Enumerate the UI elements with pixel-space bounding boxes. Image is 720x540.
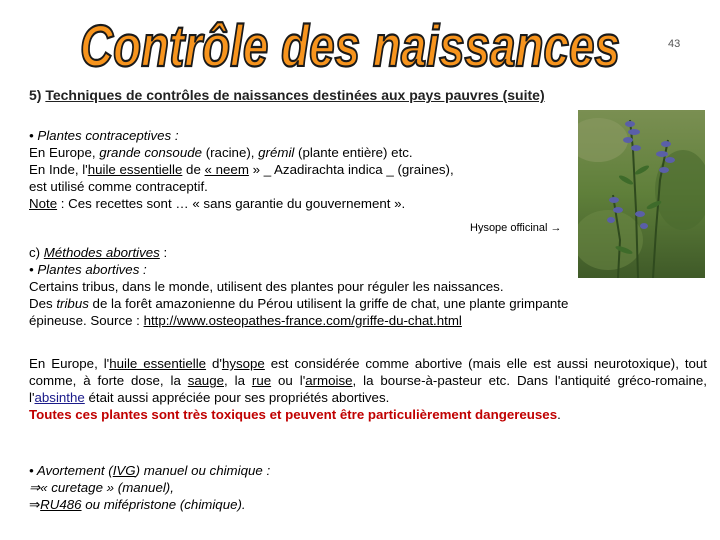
heading-prefix: 5) (29, 87, 42, 103)
abortive-line2: Des tribus de la forêt amazonienne du Pérou utilisent la griffe de chat, une plante grimpante (29, 296, 569, 311)
contraceptive-use-line: est utilisé comme contraceptif. (29, 179, 208, 194)
slide-title (60, 4, 640, 84)
abortion-line2: ⇒« curetage » (manuel), (29, 480, 174, 495)
link-ivg[interactable]: IVG (112, 463, 136, 478)
section-heading (29, 87, 545, 103)
source-link[interactable]: http://www.osteopathes-france.com/griffe-du-chat.html (143, 313, 462, 328)
abortive-heading: c) Méthodes abortives : (29, 245, 168, 260)
link-sauge[interactable]: sauge (187, 373, 224, 388)
contraceptive-plants (29, 127, 569, 212)
link-absinthe[interactable]: absinthe (34, 390, 85, 405)
note-line: Note : Ces recettes sont … « sans garantie du gouvernement ». (29, 196, 406, 211)
link-huile-essentielle-2[interactable]: huile essentielle (109, 356, 207, 371)
india-line: En Inde, l'huile essentielle de « neem » _ Azadirachta indica _ (graines), (29, 162, 454, 177)
title-text: Contrôle des naissances (80, 14, 620, 79)
image-caption: Hysope officinal → (470, 222, 562, 234)
abortive-line3: épineuse. Source : http://www.osteopathes-france.com/griffe-du-chat.html (29, 313, 462, 328)
title-wordart (60, 4, 640, 84)
europe-paragraph: En Europe, l'huile essentielle d'hysope est considérée comme abortive (mais elle est aussi neurotoxique), tout comme, à forte dose, la sauge, la rue ou l'armoise, la bourse-à-pasteur etc. Dans l'antiquité gréco-romaine, l'absinthe était aussi appréciée pour ses propriétés abortives. Toutes ces plantes sont très toxiques et peuvent être particulièrement dangereuses. (29, 356, 708, 422)
link-hysope[interactable]: hysope (221, 356, 265, 371)
link-huile-essentielle[interactable]: huile essentielle (87, 162, 183, 177)
link-armoise[interactable]: armoise (305, 373, 353, 388)
abortion-line1: • Avortement (IVG) manuel ou chimique : (29, 463, 271, 478)
abortive-methods (29, 244, 709, 329)
abortion-line3: ⇒RU486 ou mifépristone (chimique). (29, 497, 246, 512)
abortive-line1: Certains tribus, dans le monde, utilisent des plantes pour réguler les naissances. (29, 279, 504, 294)
link-ru486[interactable]: RU486 (40, 497, 82, 512)
abortive-sub: • Plantes abortives : (29, 262, 147, 277)
contraceptive-title: • Plantes contraceptives : (29, 128, 179, 143)
note-label: Note (29, 196, 58, 211)
link-rue[interactable]: rue (251, 373, 272, 388)
heading-text: Techniques de contrôles de naissances destinées aux pays pauvres (suite) (45, 87, 545, 103)
abortion-methods (29, 462, 629, 513)
link-neem[interactable]: « neem (204, 162, 249, 177)
warning-text: Toutes ces plantes sont très toxiques et peuvent être particulièrement dangereuses (29, 407, 558, 422)
page-number: 43 (668, 38, 681, 50)
europe-line: En Europe, grande consoude (racine), grémil (plante entière) etc. (29, 145, 413, 160)
